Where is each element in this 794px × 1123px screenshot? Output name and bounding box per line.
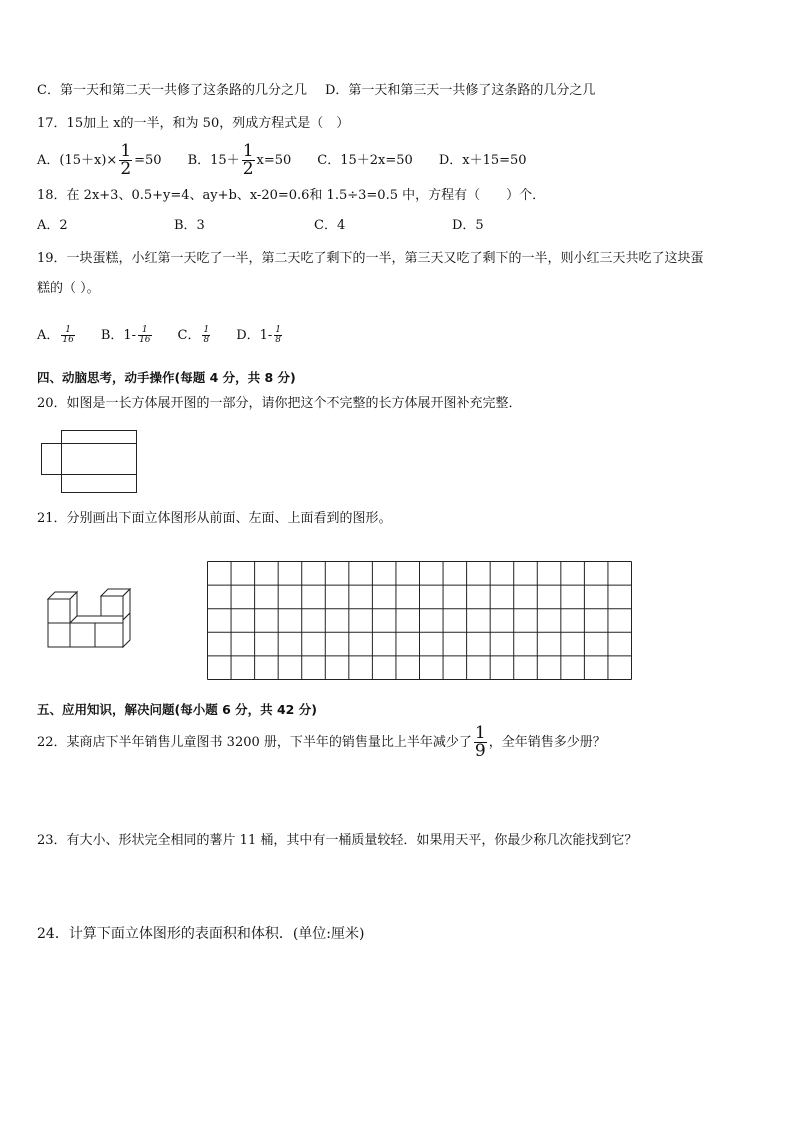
q19-option-b: B．1- $\frac{1}{16}$ xyxy=(100,325,151,345)
q17-option-a: A．(15＋x)× $\frac{1}{2}$ =50 xyxy=(37,141,162,179)
q19-option-c: C． $\frac{1}{8}$ xyxy=(177,325,210,345)
fraction: $\frac{1}{8}$ xyxy=(203,325,210,345)
q16-option-c: C．第一天和第二天一共修了这条路的几分之几 xyxy=(37,83,307,98)
cuboid-net-figure xyxy=(38,428,140,496)
q18-option-d: D．5 xyxy=(452,218,484,233)
q16-option-d: D．第一天和第三天一共修了这条路的几分之几 xyxy=(324,83,596,98)
q21-stem: 21．分别画出下面立体图形从前面、左面、上面看到的图形。 xyxy=(37,511,392,526)
q19-option-d: D．1- $\frac{1}{8}$ xyxy=(236,325,282,345)
section5-title: 五、应用知识，解决问题(每小题 6 分，共 42 分) xyxy=(37,702,317,717)
fraction: $\frac{1}{8}$ xyxy=(275,325,282,345)
fraction: $\frac{1}{16}$ xyxy=(139,325,151,345)
fraction: $\frac{1}{9}$ xyxy=(474,723,486,761)
q18-stem: 18．在 2x+3、0.5+y=4、ay+b、x-20=0.6和 1.5÷3=0.5 中，方程有（ ）个． xyxy=(37,188,546,203)
q19-stem-line2: 糕的（ ）。 xyxy=(37,281,100,296)
q19-stem-line1: 19．一块蛋糕，小红第一天吃了一半，第二天吃了剩下的一半，第三天又吃了剩下的一半，则小红三天共吃了这块蛋 xyxy=(37,251,704,266)
q17-option-c: C．15＋2x=50 xyxy=(317,153,413,168)
q17-option-d: D．x＋15=50 xyxy=(438,153,527,168)
section4-title: 四、动脑思考，动手操作(每题 4 分，共 8 分) xyxy=(37,370,296,385)
drawing-grid[interactable] xyxy=(206,560,634,683)
fraction: $\frac{1}{2}$ xyxy=(120,141,132,179)
fraction: $\frac{1}{16}$ xyxy=(62,325,74,345)
q20-stem: 20．如图是一长方体展开图的一部分，请你把这个不完整的长方体展开图补充完整． xyxy=(37,396,522,411)
q22-stem: 22．某商店下半年销售儿童图书 3200 册，下半年的销售量比上半年减少了 $\frac{1}{9}$ ，全年销售多少册？ xyxy=(37,723,606,761)
q17-options xyxy=(37,143,527,178)
q24-stem: 24．计算下面立体图形的表面积和体积．(单位:厘米) xyxy=(37,926,365,942)
q16-options xyxy=(37,82,595,100)
q18-options xyxy=(37,217,484,235)
fraction: $\frac{1}{2}$ xyxy=(242,141,254,179)
cube-stack-figure xyxy=(42,582,137,652)
q23-stem: 23．有大小、形状完全相同的薯片 11 桶，其中有一桶质量较轻．如果用天平，你最少称几次能找到它？ xyxy=(37,833,638,848)
q18-option-a: A．2 xyxy=(37,218,68,233)
q19-option-a: A． $\frac{1}{16}$ xyxy=(37,325,74,345)
q17-option-b: B．15＋ $\frac{1}{2}$ x=50 xyxy=(187,141,292,179)
q18-option-c: C．4 xyxy=(314,218,346,233)
q17-stem: 17．15加上 x的一半，和为 50，列成方程式是（ ） xyxy=(37,116,350,131)
q18-option-b: B．3 xyxy=(174,218,205,233)
q19-options xyxy=(37,322,284,350)
